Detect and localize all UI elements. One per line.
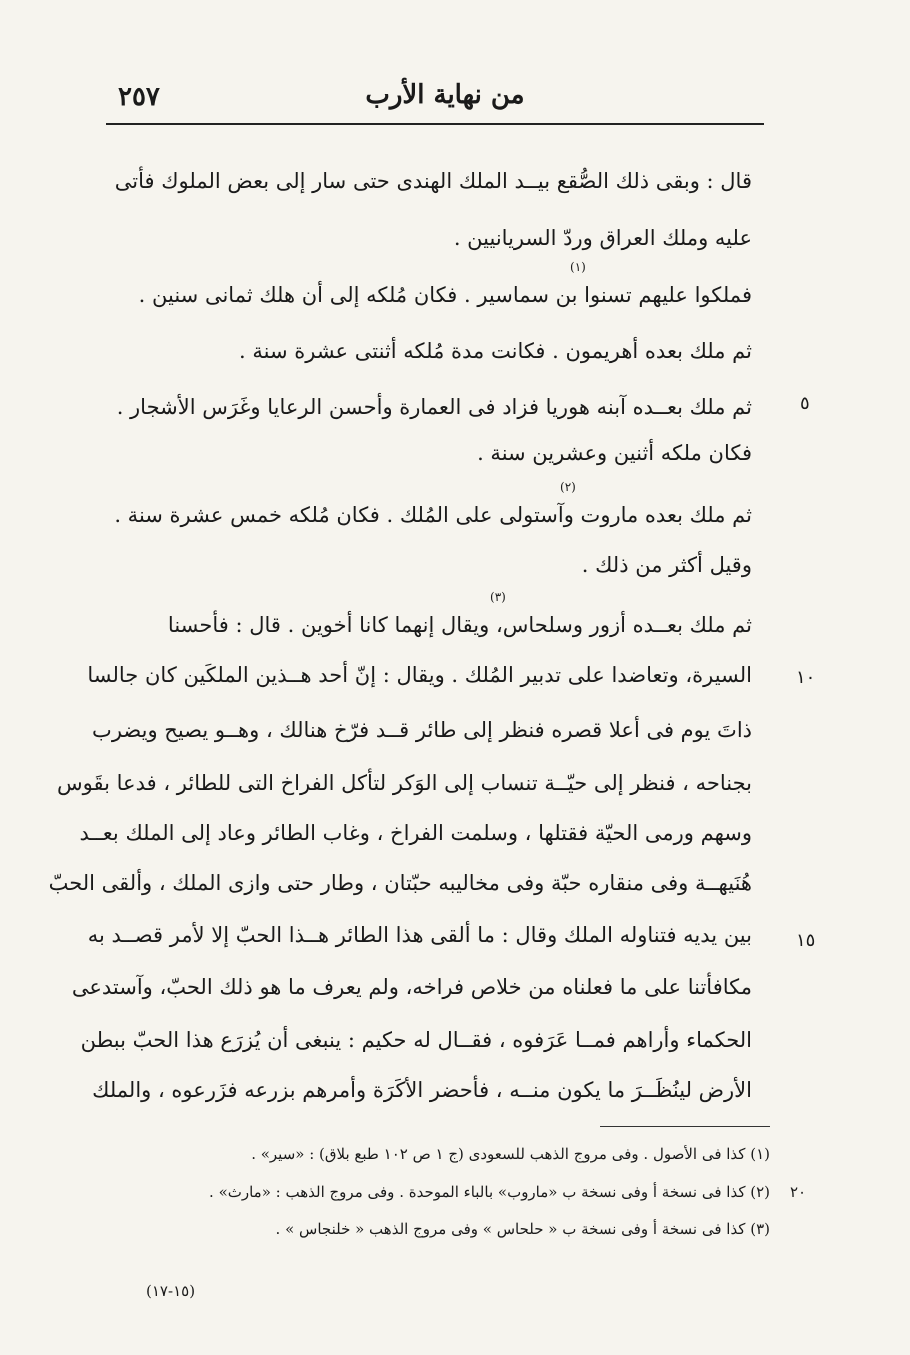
line-number: ٥ [800,393,810,414]
body-line: فكان ملكه أثنين وعشرين سنة . [477,441,752,465]
body-line: ثم ملك بعده أهريمون . فكانت مدة مُلكه أثنتى عشرة سنة . [239,339,752,363]
footnote: (٢) كذا فى نسخة أ وفى نسخة ب «ماروب» بالباء الموحدة . وفى مروج الذهب : «مارث» . [209,1183,770,1201]
body-line: الأرض لينُظَــرَ ما يكون منــه ، فأحضر الأكَرَة وأمرهم بزرعه فزَرعوه ، والملك [92,1078,752,1102]
body-line: مكافأتنا على ما فعلناه من خلاص فراخه، ولم يعرف ما هو ذلك الحبّ، وآستدعى [71,975,752,999]
body-line: ذاتَ يوم فى أعلا قصره فنظر إلى طائر قــد فرّخ هنالك ، وهــو يصيح ويضرب [92,718,752,742]
line-number: ١٥ [796,930,816,951]
body-line: بجناحه ، فنظر إلى حيّــة تنساب إلى الوَكر لتأكل الفراخ التى للطائر ، فدعا بقَوس [57,771,752,795]
running-title: من نهاية الأرب [365,80,525,110]
page-number: ٢٥٧ [118,82,160,112]
line-number: ٢٠ [790,1183,807,1201]
footnote: (١) كذا فى الأصول . وفى مروج الذهب للسعودى (ج ١ ص ١٠٢ طبع بلاق) : «سير» . [251,1145,770,1163]
body-line: ثم ملك بعــده أزور وسلحاس، ويقال إنهما كانا أخوين . قال : فأحسنا [167,613,752,637]
body-line: وسهم ورمى الحيّة فقتلها ، وسلمت الفراخ ، وغاب الطائر وعاد إلى الملك بعــد [79,821,752,845]
footnote-mark-3: (٣) [490,590,506,604]
body-line: هُنَيهــة وفى منقاره حبّة وفى مخاليبه حبّتان ، وطار حتى وازى الملك ، وألقى الحبّ [48,871,752,895]
header-rule [106,123,764,125]
body-line: ثم ملك بعده ماروت وآستولى على المُلك . فكان مُلكه خمس عشرة سنة . [114,503,752,527]
footnote-mark-2: (٢) [560,480,576,494]
body-line: وقيل أكثر من ذلك . [581,553,752,577]
body-line: عليه وملك العراق وردّ السريانيين . [453,226,752,250]
body-line: الحكماء وأراهم فمــا عَرَفوه ، فقــال له حكيم : ينبغى أن يُزرَع هذا الحبّ ببطن [80,1028,752,1052]
footnote: (٣) كذا فى نسخة أ وفى نسخة ب « حلحاس » وفى مروج الذهب « خلنجاس » . [275,1220,770,1238]
body-line: السيرة، وتعاضدا على تدبير المُلك . ويقال : إنّ أحد هــذين الملكَين كان جالسا [87,663,752,687]
body-line: قال : وبقى ذلك الصُّقع بيــد الملك الهندى حتى سار إلى بعض الملوك فأتى [114,169,752,193]
body-line: فملكوا عليهم تسنوا بن سماسير . فكان مُلكه إلى أن هلك ثمانى سنين . [138,283,752,307]
footnote-rule [600,1126,770,1127]
body-line: ثم ملك بعــده آبنه هوريا فزاد فى العمارة وأحسن الرعايا وغَرَس الأشجار . [116,395,752,419]
body-line: بين يديه فتناوله الملك وقال : ما ألقى هذا الطائر هــذا الحبّ إلا لأمر قصــد به [87,923,752,947]
line-number: ١٠ [796,667,816,688]
printer-signature: (١٥-١٧) [146,1282,196,1300]
footnote-mark-1: (١) [570,260,586,274]
